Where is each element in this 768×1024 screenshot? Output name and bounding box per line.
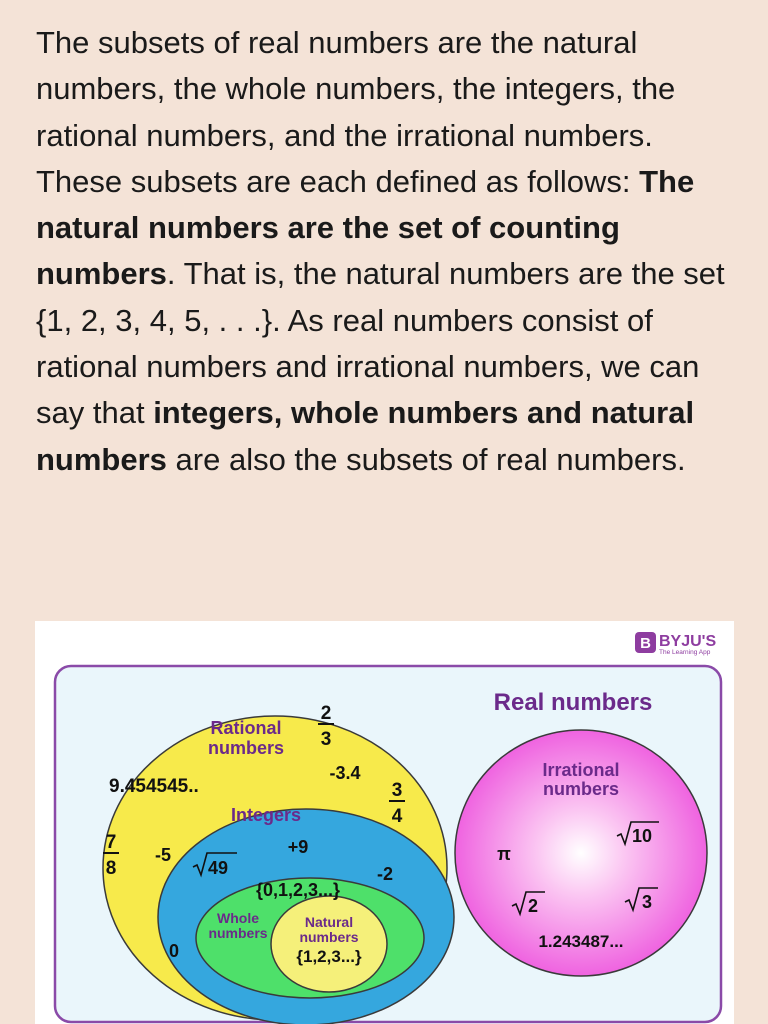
- intro-paragraph: [36, 20, 736, 483]
- byjus-logo: [635, 632, 716, 656]
- para-bold-1: The natural numbers are the set of counting numbers: [36, 163, 695, 292]
- value-plus-9: +9: [287, 837, 309, 857]
- natural-label-line2: numbers: [299, 929, 359, 945]
- svg-text:10: 10: [632, 826, 653, 846]
- value-neg-3-4: -3.4: [329, 763, 361, 783]
- svg-text:3: 3: [391, 780, 403, 801]
- svg-text:8: 8: [105, 858, 117, 879]
- integers-label: Integers: [230, 805, 302, 825]
- natural-numbers-set-notation: {1,2,3...}: [296, 947, 362, 966]
- svg-text:4: 4: [391, 806, 403, 827]
- venn-diagram-svg: [35, 621, 734, 1024]
- real-numbers-title: Real numbers: [493, 689, 653, 716]
- irrational-label-line2: numbers: [542, 779, 620, 799]
- byjus-logo-letter: B: [640, 635, 651, 652]
- byjus-tagline: The Learning App: [659, 649, 711, 656]
- rational-label-line1: Rational: [210, 718, 282, 738]
- whole-numbers-set-notation: {0,1,2,3...}: [255, 880, 341, 900]
- value-repeating-decimal: 9.454545..: [109, 776, 199, 797]
- real-numbers-diagram: [35, 621, 734, 1024]
- value-irrational-decimal: 1.243487...: [538, 932, 624, 951]
- para-text-1: The subsets of real numbers are the natural numbers, the whole numbers, the integers, the rational numbers, and the irrational numbers. These subsets are each defined as follows:: [36, 25, 676, 199]
- svg-text:7: 7: [105, 832, 117, 853]
- value-minus-5: -5: [154, 845, 172, 865]
- svg-text:3: 3: [320, 729, 332, 750]
- natural-label-line1: Natural: [304, 914, 354, 930]
- svg-text:49: 49: [208, 858, 229, 878]
- para-bold-2: integers, whole numbers and natural numbers: [36, 395, 695, 477]
- para-text-3: are also the subsets of real numbers.: [166, 441, 686, 477]
- svg-text:2: 2: [528, 896, 539, 916]
- whole-label-line2: numbers: [208, 925, 268, 941]
- rational-label-line2: numbers: [207, 738, 285, 758]
- svg-text:2: 2: [320, 703, 332, 724]
- irrational-label-line1: Irrational: [542, 760, 620, 780]
- value-minus-2: -2: [376, 864, 394, 884]
- para-text-2: . That is, the natural numbers are the set {1, 2, 3, 4, 5, . . .}. As real numbers consist of rational numbers and irrational numbers, we can say that: [36, 256, 725, 431]
- svg-text:3: 3: [642, 892, 653, 912]
- byjus-brand-name: BYJU'S: [659, 633, 717, 650]
- value-zero: 0: [168, 941, 180, 961]
- whole-label-line1: Whole: [217, 910, 259, 926]
- value-pi: π: [497, 844, 511, 864]
